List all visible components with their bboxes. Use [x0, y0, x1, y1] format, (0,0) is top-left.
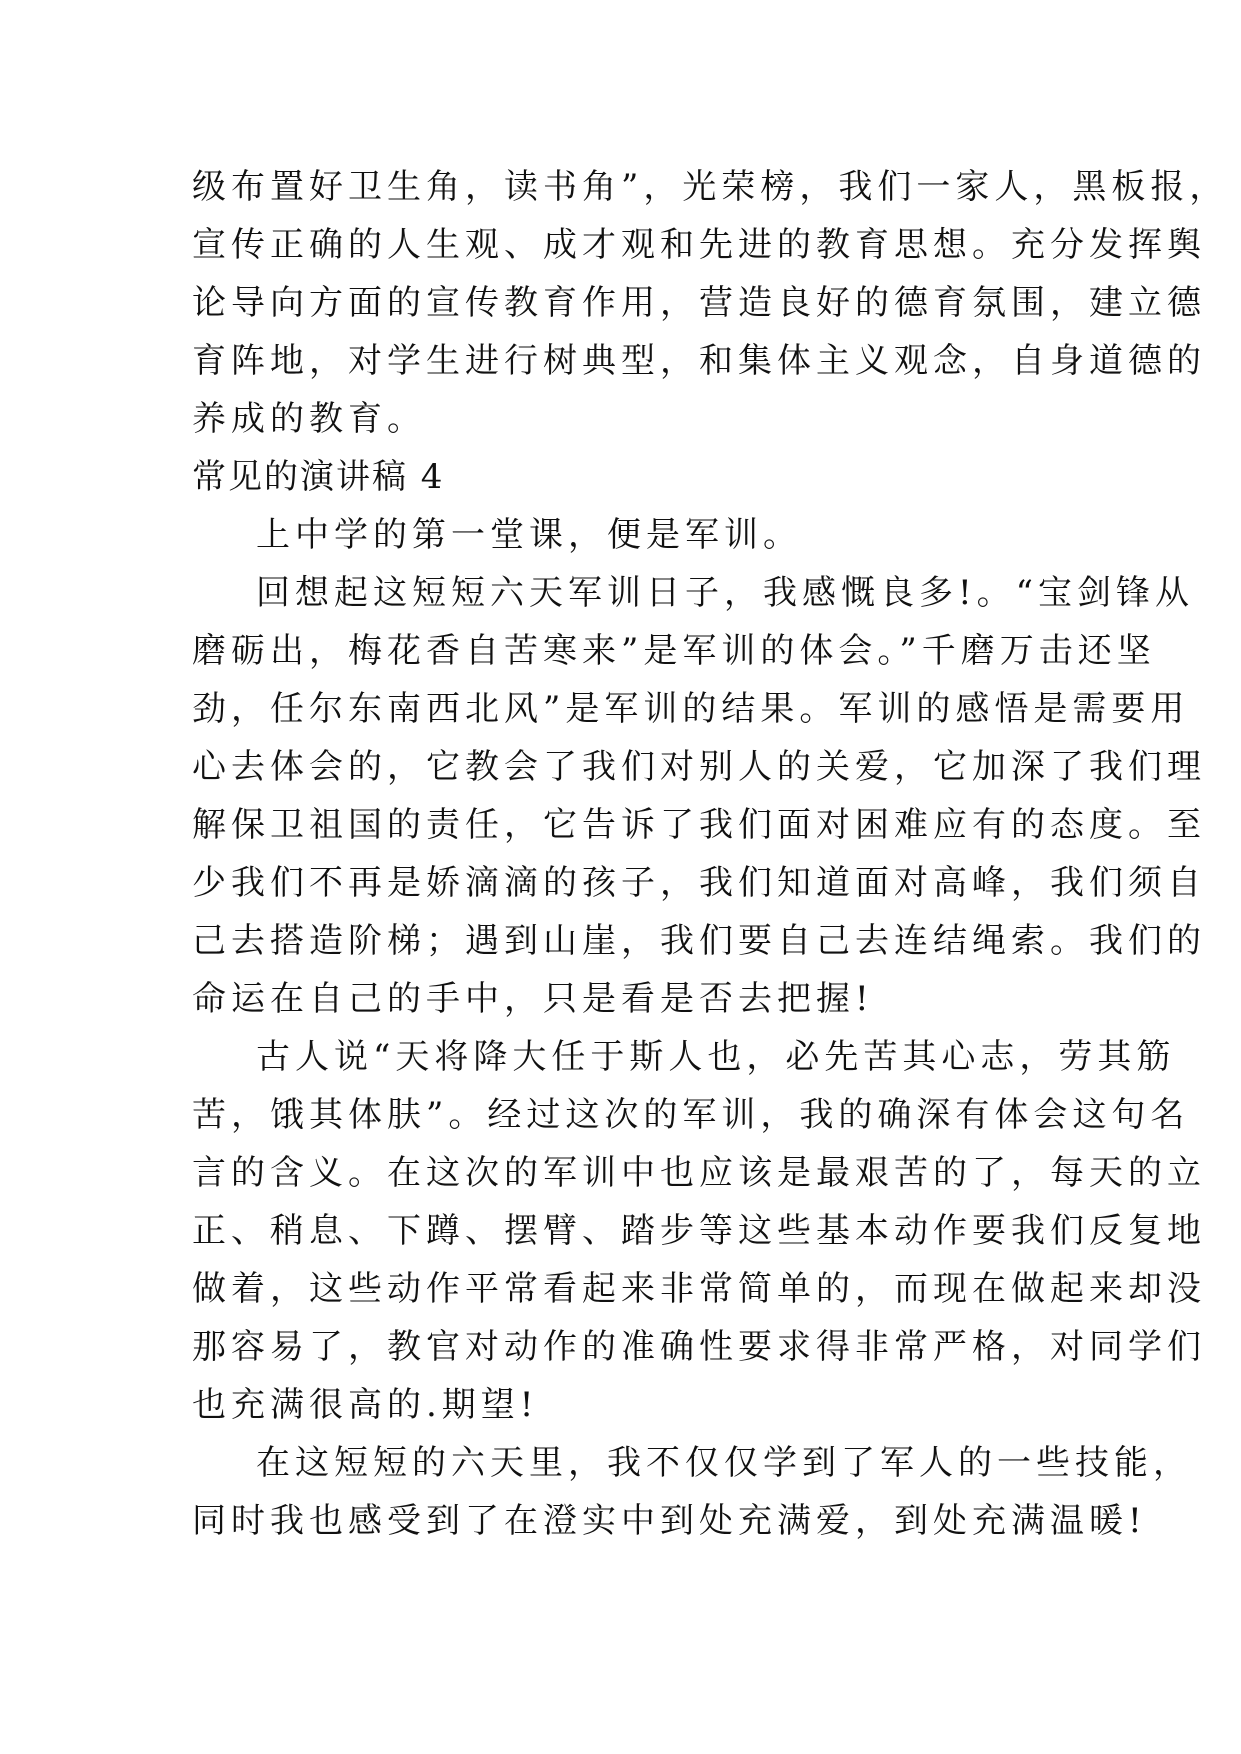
document-body [192, 158, 1229, 1550]
text-line: 级布置好卫生角，读书角”，光荣榜，我们一家人，黑板报， [192, 167, 1229, 207]
text-line: 解保卫祖国的责任，它告诉了我们面对困难应有的态度。至 [192, 805, 1206, 845]
section-heading: 常见的演讲稿 4 [192, 457, 445, 497]
text-line: 也充满很高的.期望! [192, 1385, 539, 1425]
text-line: 心去体会的，它教会了我们对别人的关爱，它加深了我们理 [192, 747, 1206, 787]
text-line: 正、稍息、下蹲、摆臂、踏步等这些基本动作要我们反复地 [192, 1211, 1206, 1251]
text-line: 言的含义。在这次的军训中也应该是最艰苦的了，每天的立 [192, 1153, 1206, 1193]
text-line: 磨砺出，梅花香自苦寒来”是军训的体会。”千磨万击还坚 [192, 631, 1156, 671]
text-line: 苦，饿其体肤”。经过这次的军训，我的确深有体会这句名 [192, 1095, 1190, 1135]
text-line: 论导向方面的宣传教育作用，营造良好的德育氛围，建立德 [192, 283, 1206, 323]
text-line: 做着，这些动作平常看起来非常简单的，而现在做起来却没 [192, 1269, 1206, 1309]
text-line: 劲，任尔东南西北风”是军训的结果。军训的感悟是需要用 [192, 689, 1190, 729]
text-line: 同时我也感受到了在澄实中到处充满爱，到处充满温暖! [192, 1501, 1147, 1541]
text-line: 回想起这短短六天军训日子，我感慨良多!。“宝剑锋从 [256, 573, 1195, 613]
text-line: 少我们不再是娇滴滴的孩子，我们知道面对高峰，我们须自 [192, 863, 1206, 903]
text-line: 在这短短的六天里，我不仅仅学到了军人的一些技能， [256, 1443, 1192, 1483]
text-line: 育阵地，对学生进行树典型，和集体主义观念，自身道德的 [192, 341, 1206, 381]
text-line: 上中学的第一堂课，便是军训。 [256, 515, 802, 555]
text-line: 那容易了，教官对动作的准确性要求得非常严格，对同学们 [192, 1327, 1206, 1367]
text-line: 宣传正确的人生观、成才观和先进的教育思想。充分发挥舆 [192, 225, 1206, 265]
text-line: 己去搭造阶梯；遇到山崖，我们要自己去连结绳索。我们的 [192, 921, 1206, 961]
text-line: 养成的教育。 [192, 399, 426, 439]
text-line: 命运在自己的手中，只是看是否去把握! [192, 979, 874, 1019]
text-line: 古人说“天将降大任于斯人也，必先苦其心志，劳其筋 [256, 1037, 1176, 1077]
